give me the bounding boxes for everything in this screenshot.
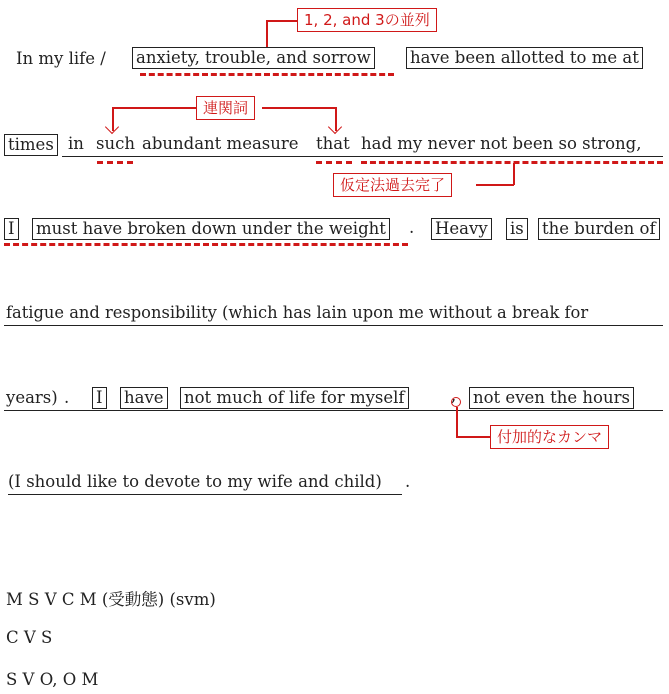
annotation-connector (262, 107, 336, 109)
annotation-connector (456, 407, 458, 437)
not-even-box: not even the hours (469, 387, 634, 409)
annotation-connector (266, 20, 297, 22)
have-box: have (120, 387, 168, 409)
i-box: I (4, 218, 19, 240)
line4-text: fatigue and responsibility (which has lain upon me without a break for (6, 303, 589, 322)
not-much-box: not much of life for myself (180, 387, 409, 409)
period: . (409, 218, 415, 237)
arrow-down-icon (105, 120, 119, 134)
line1-lead: In my life / (16, 49, 106, 68)
dashed-underline (361, 161, 663, 164)
period: . (405, 472, 411, 491)
burden-box: the burden of (538, 218, 660, 240)
period: . (64, 388, 70, 407)
dashed-underline (140, 73, 394, 76)
heavy-box: Heavy (431, 218, 492, 240)
i-box: I (92, 387, 107, 409)
is-box: is (506, 218, 528, 240)
underline (62, 156, 663, 157)
line2-measure: abundant measure (142, 134, 299, 153)
verb-box: must have broken down under the weight (32, 218, 390, 240)
verb-box: have been allotted to me at (406, 47, 643, 69)
line5-years: years) (6, 388, 58, 407)
line2-clause: had my never not been so strong, (361, 134, 642, 153)
line2-such: such (96, 134, 135, 153)
annotation-connector (456, 436, 490, 438)
dashed-underline (4, 243, 408, 246)
annotation-correlative: 連関詞 (196, 96, 255, 120)
underline (4, 325, 663, 326)
annotation-connector (112, 107, 196, 109)
underline (4, 410, 663, 411)
annotation-comma: 付加的なカンマ (490, 425, 609, 449)
annotation-parallel: 1, 2, and 3の並列 (297, 8, 437, 32)
subject-box: anxiety, trouble, and sorrow (132, 47, 375, 69)
dashed-underline (97, 161, 133, 164)
annotation-connector (513, 163, 515, 185)
line2-that: that (316, 134, 350, 153)
annotation-connector (476, 184, 514, 186)
note-line-1: M S V C M (受動態) (svm) (6, 590, 216, 609)
times-box: times (4, 134, 58, 156)
underline (8, 494, 402, 495)
annotation-connector (266, 20, 268, 48)
arrow-down-icon (328, 120, 342, 134)
line2-in: in (68, 134, 84, 153)
comma-circle-icon (451, 397, 461, 407)
line6-text: (I should like to devote to my wife and child) (8, 472, 382, 491)
annotation-subjunctive: 仮定法過去完了 (333, 173, 452, 197)
dashed-underline (316, 161, 352, 164)
comma: , (451, 386, 457, 405)
note-line-3: S V O, O M (6, 670, 99, 689)
note-line-2: C V S (6, 628, 53, 647)
